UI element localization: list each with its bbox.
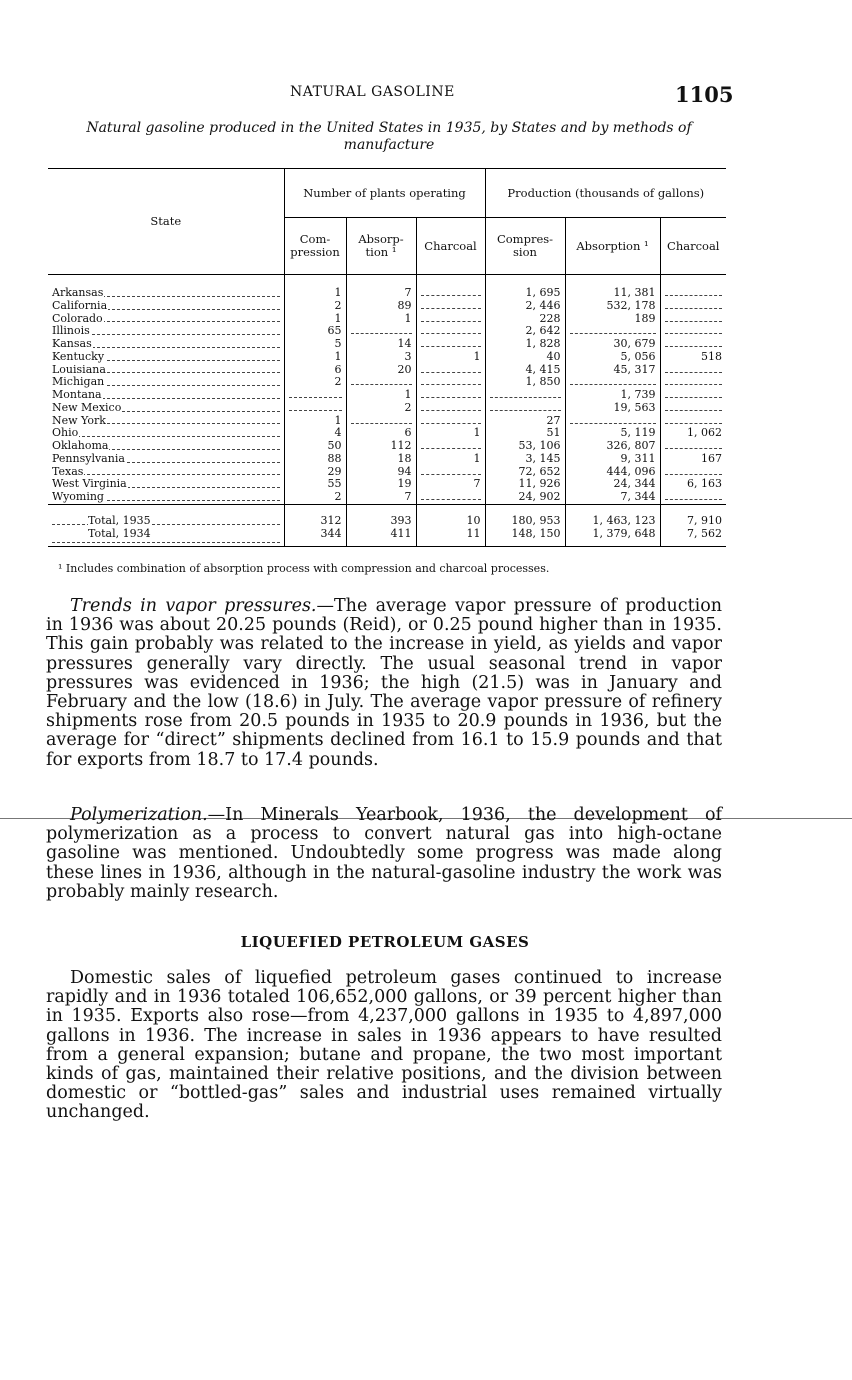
state-name: Kentucky [52,350,105,363]
vapor-pressures-lead-in: Trends in vapor pressures. [70,596,317,616]
value-cell: 1 [346,313,416,326]
value-cell: 344 [284,528,346,547]
state-cell [48,325,284,338]
value-cell: 411 [346,528,416,547]
state-cell [48,275,284,300]
value-cell: 393 [346,504,416,527]
value-cell: 312 [284,504,346,527]
value-cell: 50 [284,440,346,453]
value-cell: 88 [284,453,346,466]
value-cell: 2, 446 [485,300,565,313]
empty-dash [665,288,723,296]
state-cell [48,427,284,440]
state-cell [48,478,284,491]
value-cell: 1 [284,275,346,300]
state-cell [48,466,284,479]
table-row [48,491,726,504]
table-row [48,275,726,300]
empty-dash [351,377,412,385]
col-plants-compression: Com-pression [284,218,346,275]
empty-dash [490,390,561,398]
polymerization-lead-in: Polymerization. [70,805,208,825]
empty-dash [490,403,561,411]
state-cell [48,504,284,527]
value-cell: 1 [416,453,485,466]
value-cell: 326, 807 [565,440,660,453]
col-plants-absorption: Absorp-tion ¹ [346,218,416,275]
value-cell: 65 [284,325,346,338]
value-cell: 24, 902 [485,491,565,504]
empty-dash [421,365,481,373]
value-cell: 1, 828 [485,338,565,351]
value-cell: 532, 178 [565,300,660,313]
value-cell: 24, 344 [565,478,660,491]
empty-dash [570,377,656,385]
table-row [48,415,726,428]
state-name: Ohio [52,427,79,440]
value-cell: 4 [284,427,346,440]
value-cell [416,376,485,389]
value-cell: 2 [284,491,346,504]
value-cell [416,275,485,300]
value-cell [660,491,726,504]
value-cell: 7, 910 [660,504,726,527]
value-cell: 18 [346,453,416,466]
value-cell: 2 [284,376,346,389]
table-row [48,364,726,377]
value-cell: 1 [346,389,416,402]
empty-dash [421,288,481,296]
table-caption: Natural gasoline produced in the United States in 1935, by States and by methods of manufacture [86,120,692,153]
value-cell: 7, 344 [565,491,660,504]
paragraph-vapor-pressures [46,597,722,770]
paragraph-polymerization [46,806,722,902]
value-cell [416,300,485,313]
value-cell [346,376,416,389]
empty-dash [665,441,723,449]
table-row [48,440,726,453]
state-cell [48,491,284,504]
value-cell [660,389,726,402]
value-cell: 5, 119 [565,427,660,440]
empty-dash [351,416,412,424]
col-prod-charcoal: Charcoal [660,218,726,275]
value-cell: 9, 311 [565,453,660,466]
empty-dash [421,390,481,398]
state-cell [48,338,284,351]
empty-dash [421,314,481,322]
value-cell [485,402,565,415]
value-cell: 29 [284,466,346,479]
value-cell [660,402,726,415]
value-cell [416,389,485,402]
table-row [48,300,726,313]
value-cell [660,275,726,300]
value-cell: 1 [416,427,485,440]
state-column-header: State [48,169,284,275]
value-cell: 5, 056 [565,351,660,364]
running-head [0,82,852,112]
value-cell [346,325,416,338]
state-cell [48,389,284,402]
value-cell: 89 [346,300,416,313]
value-cell: 19 [346,478,416,491]
state-name: Illinois [52,325,90,338]
value-cell [416,402,485,415]
value-cell [346,415,416,428]
state-name: Arkansas [52,286,104,299]
table-row [48,313,726,326]
col-plants-charcoal: Charcoal [416,218,485,275]
value-cell [660,325,726,338]
value-cell: 1, 850 [485,376,565,389]
value-cell: 19, 563 [565,402,660,415]
empty-dash [665,314,723,322]
state-cell [48,376,284,389]
empty-dash [665,365,723,373]
empty-dash [665,467,723,475]
leader-dots [52,436,280,437]
value-cell [284,402,346,415]
section-title: LIQUEFIED PETROLEUM GASES [240,933,530,951]
value-cell: 94 [346,466,416,479]
value-cell: 30, 679 [565,338,660,351]
value-cell [660,440,726,453]
empty-dash [421,377,481,385]
production-group-header: Production (thousands of gallons) [485,169,726,218]
state-cell [48,300,284,313]
value-cell [416,325,485,338]
value-cell [565,415,660,428]
table-row [48,338,726,351]
value-cell [660,364,726,377]
table-row [48,402,726,415]
state-name: Pennsylvania [52,452,125,465]
empty-dash [351,326,412,334]
value-cell: 148, 150 [485,528,565,547]
empty-dash [421,416,481,424]
state-cell [48,351,284,364]
leader-dots [52,474,280,475]
value-cell: 10 [416,504,485,527]
value-cell: 6 [346,427,416,440]
value-cell: 40 [485,351,565,364]
value-cell: 112 [346,440,416,453]
state-cell [48,364,284,377]
value-cell [416,466,485,479]
production-table [48,168,726,547]
value-cell [660,376,726,389]
value-cell: 51 [485,427,565,440]
value-cell [660,300,726,313]
value-cell [416,415,485,428]
paragraph-lpg: Domestic sales of liquefied petroleum gases continued to increase rapidly and in 1936 totaled 106,652,000 gallons, or 39 percent higher than in 1935. Exports also rose—from 4,237,000 gallons in 1935 to 4,897,000 gallons in 1936. The increase in sales in 1936 appears to have resulted from a general expansion; butane and propane, the two most important kinds of gas, maintained their relative positions, and the division between domestic or “bottled-gas” sales and industrial uses remained virtually unchanged. [46,968,722,1123]
value-cell: 1, 463, 123 [565,504,660,527]
value-cell: 2 [284,300,346,313]
value-cell [416,313,485,326]
state-name: Oklahoma [52,440,109,452]
vapor-pressures-body: —The average vapor pressure of production in 1936 was about 20.25 pounds (Reid), or 0.25 pound higher than in 1935. This gain probably was related to the increase in yield, as yields and vapor pressures generally vary directly. The usual seasonal trend in vapor pressures was evidenced in 1936; the high (21.5) was in January and February and the low (18.6) in July. The average vapor pressure of refinery shipments rose from 20.5 pounds in 1935 to 20.9 pounds in 1936, but the average for “direct” shipments declined from 16.1 to 15.9 pounds and that for exports from 18.7 to 17.4 pounds. [46,596,723,770]
state-name: Michigan [52,376,105,389]
running-title: NATURAL GASOLINE [290,84,455,100]
value-cell: 3, 145 [485,453,565,466]
table-row [48,466,726,479]
empty-dash [665,339,723,347]
value-cell: 518 [660,351,726,364]
state-name: Texas [52,465,84,478]
empty-dash [665,326,723,334]
empty-dash [665,377,723,385]
table-row [48,478,726,491]
value-cell: 1 [284,351,346,364]
value-cell: 11, 381 [565,275,660,300]
state-cell [48,528,284,547]
value-cell: 6 [284,364,346,377]
value-cell: 1, 739 [565,389,660,402]
col-prod-absorption: Absorption ¹ [565,218,660,275]
table-row [48,351,726,364]
value-cell [485,389,565,402]
value-cell: 1 [284,415,346,428]
value-cell [284,389,346,402]
value-cell [660,313,726,326]
value-cell: 5 [284,338,346,351]
value-cell [416,338,485,351]
table-body [48,275,726,547]
polymerization-body: —In Minerals Yearbook, 1936, the development of polymerization as a process to convert natural gas into high-octane gasoline was mentioned. Undoubtedly some progress was made along these lines in 1936, although in the natural-gasoline industry the work was probably mainly research. [46,805,722,902]
state-cell [48,313,284,326]
plants-group-header: Number of plants operating [284,169,485,218]
value-cell: 11 [416,528,485,547]
state-name: Total, 1935 [88,513,151,527]
state-name: Kansas [52,338,92,350]
state-name: Louisiana [52,363,106,376]
value-cell: 2 [346,402,416,415]
empty-dash [570,416,656,424]
value-cell: 7, 562 [660,528,726,547]
empty-dash [421,441,481,449]
value-cell: 20 [346,364,416,377]
value-cell: 1 [416,351,485,364]
table-row [48,325,726,338]
value-cell: 45, 317 [565,364,660,377]
state-name: Total, 1934 [88,527,151,540]
value-cell: 27 [485,415,565,428]
value-cell: 1, 379, 648 [565,528,660,547]
page-number: 1105 [675,82,734,107]
empty-dash [421,301,481,309]
state-cell [48,453,284,466]
value-cell: 189 [565,313,660,326]
state-cell [48,415,284,428]
state-name: West Virginia [52,478,127,491]
col-prod-compression: Compres-sion [485,218,565,275]
leader-dots [52,542,280,543]
state-cell [48,440,284,453]
empty-dash [665,301,723,309]
table-row [48,376,726,389]
empty-dash [289,390,342,398]
state-name: Montana [52,389,102,401]
value-cell [416,491,485,504]
value-cell: 55 [284,478,346,491]
value-cell: 7 [346,491,416,504]
state-name: New Mexico [52,401,122,414]
table-row [48,427,726,440]
value-cell: 1, 062 [660,427,726,440]
state-name: California [52,299,108,312]
value-cell: 3 [346,351,416,364]
empty-dash [665,390,723,398]
value-cell: 167 [660,453,726,466]
value-cell: 7 [346,275,416,300]
leader-dots [52,524,280,525]
state-name: Wyoming [52,491,104,503]
empty-dash [421,403,481,411]
table-row [48,453,726,466]
value-cell: 11, 926 [485,478,565,491]
value-cell [660,415,726,428]
value-cell [416,440,485,453]
total-row [48,528,726,547]
empty-dash [421,467,481,475]
table-row [48,389,726,402]
value-cell: 444, 096 [565,466,660,479]
value-cell [660,338,726,351]
empty-dash [665,416,723,424]
value-cell: 228 [485,313,565,326]
value-cell: 53, 106 [485,440,565,453]
state-cell [48,402,284,415]
value-cell [416,364,485,377]
empty-dash [570,326,656,334]
table-footnote: ¹ Includes combination of absorption process with compression and charcoal processes. [58,562,550,575]
value-cell: 7 [416,478,485,491]
value-cell: 72, 652 [485,466,565,479]
value-cell [660,466,726,479]
total-row [48,504,726,527]
value-cell: 6, 163 [660,478,726,491]
empty-dash [421,326,481,334]
value-cell: 1, 695 [485,275,565,300]
value-cell: 180, 953 [485,504,565,527]
value-cell: 14 [346,338,416,351]
empty-dash [421,492,481,500]
value-cell [565,376,660,389]
empty-dash [289,403,342,411]
value-cell: 2, 642 [485,325,565,338]
state-name: Colorado [52,312,103,325]
value-cell [565,325,660,338]
value-cell: 1 [284,313,346,326]
empty-dash [665,492,723,500]
state-name: New York [52,414,106,427]
value-cell: 4, 415 [485,364,565,377]
empty-dash [665,403,723,411]
empty-dash [421,339,481,347]
